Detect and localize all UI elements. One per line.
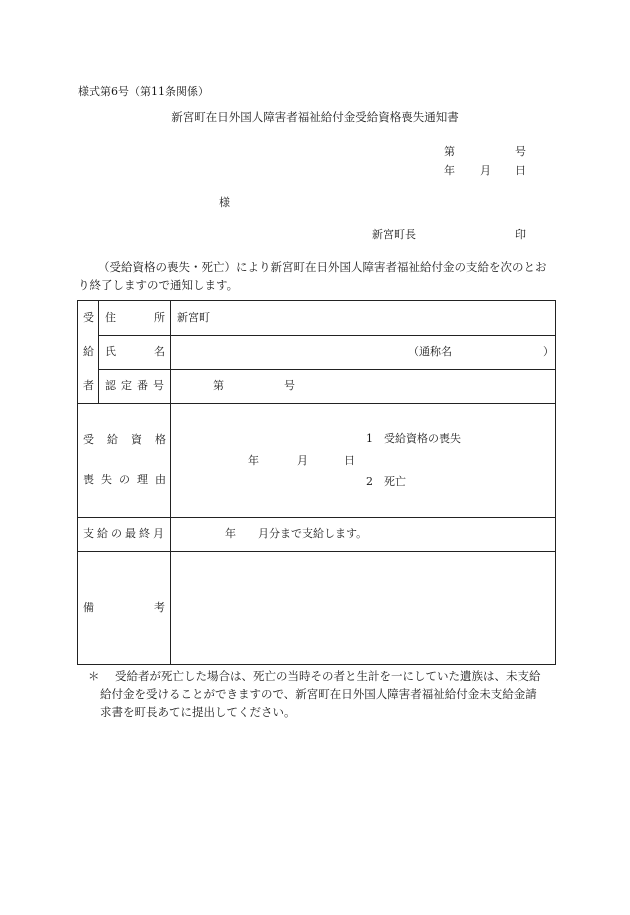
- name-label: 氏 名: [105, 345, 165, 358]
- note-mark: ＊: [88, 669, 100, 683]
- issuer: 新宮町長: [372, 228, 416, 241]
- body-text-line1: （受給資格の喪失・死亡）により新宮町在日外国人障害者福祉給付金の支給を次のとお: [98, 260, 547, 274]
- body-text-line2: り終了しますので通知します。: [78, 278, 239, 292]
- recipient-char-1: 受: [83, 311, 94, 324]
- remarks-label: 備 考: [83, 601, 165, 614]
- date-month: 月: [480, 164, 491, 177]
- date-year: 年: [444, 164, 455, 177]
- alias-open: （通称名: [408, 345, 452, 358]
- recipient-char-3: 者: [83, 379, 94, 392]
- address-label: 住 所: [105, 311, 165, 324]
- date-day: 日: [515, 164, 526, 177]
- cert-number-label: 認定番号: [105, 379, 169, 392]
- last-month-text: 月分まで支給します。: [258, 527, 368, 540]
- doc-number-prefix: 第: [444, 145, 455, 158]
- address-value: 新宮町: [177, 311, 210, 324]
- last-month-year: 年: [225, 527, 236, 540]
- note-line2: 給付金を受けることができますので、新宮町在日外国人障害者福祉給付金未支給金請: [100, 687, 537, 701]
- form-number: 様式第6号（第11条関係）: [78, 85, 209, 98]
- document-title: 新宮町在日外国人障害者福祉給付金受給資格喪失通知書: [171, 110, 459, 124]
- loss-label-1: 受給資格: [83, 433, 179, 446]
- seal-mark: 印: [515, 228, 526, 241]
- note-line3: 求書を町長あてに提出してください。: [100, 705, 296, 719]
- recipient-char-2: 給: [83, 345, 94, 358]
- loss-label-2: 喪失の理由: [83, 473, 173, 486]
- loss-date-day: 日: [344, 454, 355, 467]
- alias-close: ）: [543, 345, 554, 358]
- cert-number-prefix: 第: [213, 379, 224, 392]
- reason-option-2: 2 死亡: [366, 475, 406, 488]
- loss-date-year: 年: [248, 454, 259, 467]
- last-month-label: 支給の最終月: [83, 527, 167, 540]
- doc-number-suffix: 号: [515, 145, 526, 158]
- note-line1: 受給者が死亡した場合は、死亡の当時その者と生計を一にしていた遺族は、未支給: [115, 669, 541, 683]
- loss-date-month: 月: [297, 454, 308, 467]
- reason-option-1: 1 受給資格の喪失: [366, 432, 461, 445]
- cert-number-suffix: 号: [284, 379, 295, 392]
- addressee-suffix: 様: [219, 196, 230, 209]
